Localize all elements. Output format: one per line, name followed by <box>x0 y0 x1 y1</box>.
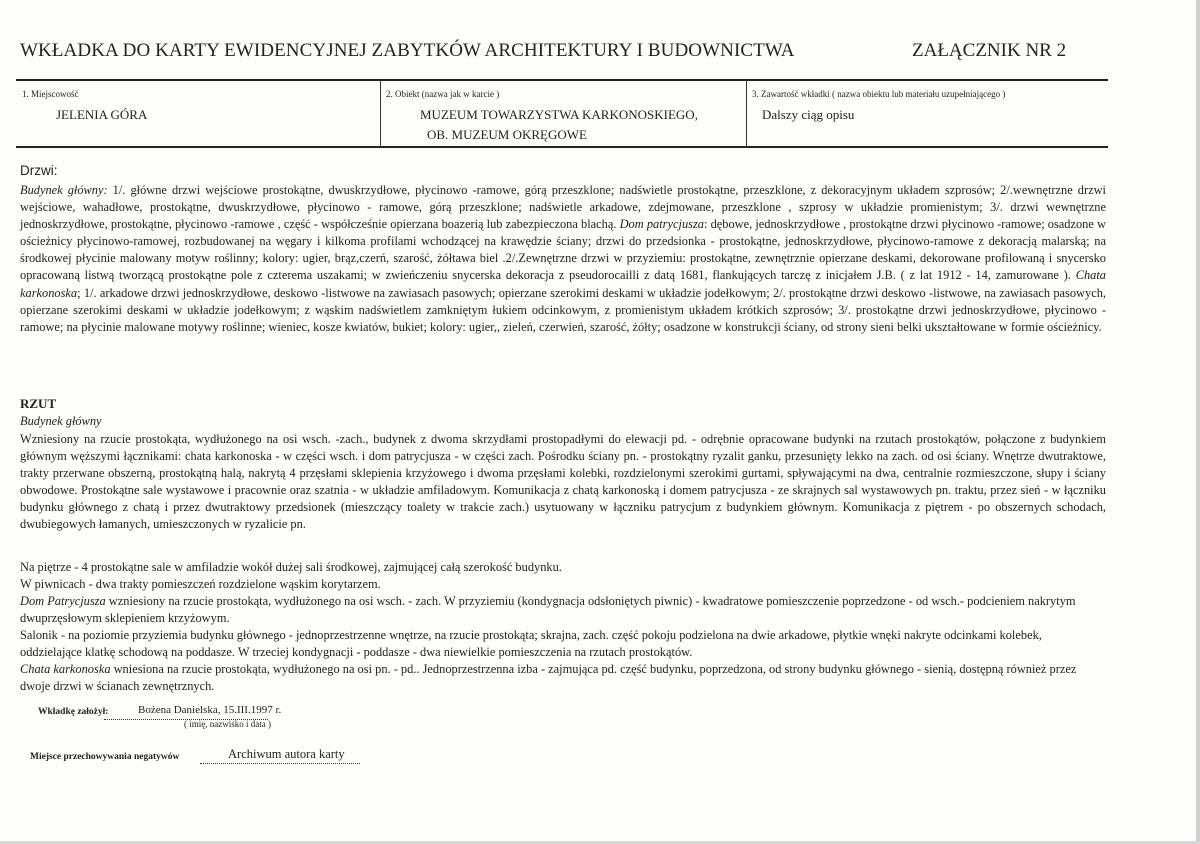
annex-number: ZAŁĄCZNIK NR 2 <box>912 40 1067 61</box>
column-divider-2 <box>746 80 747 148</box>
doors-description <box>20 182 1106 336</box>
plan-basement-text: W piwnicach - dwa trakty pomieszczeń rozdzielone wąskim korytarzem. <box>20 577 381 591</box>
main-building-label: Budynek główny: <box>20 183 108 197</box>
plan-hut-label: Chata karkonoska <box>20 662 111 676</box>
content-label: 3. Zawartość wkładki ( nazwa obiektu lub materiału uzupełniającego ) <box>752 89 1006 99</box>
storage-dotted-line <box>200 763 360 764</box>
storage-value: Archiwum autora karty <box>228 747 345 761</box>
header-bottom-rule <box>16 146 1108 148</box>
locality-label: 1. Miejscowość <box>22 89 79 99</box>
author-value: Bożena Danielska, 15.III.1997 r. <box>138 704 282 716</box>
object-value-line1: MUZEUM TOWARZYSTWA KARKONOSKIEGO, <box>420 107 698 122</box>
plan-upper-floor-text: Na piętrze - 4 prostokątne sale w amfiladzie wokół dużej sali środkowej, zajmującej całą szerokość budynku. <box>20 560 562 574</box>
plan-subheading: Budynek główny <box>20 414 102 428</box>
plan-hut-text: wniesiona na rzucie prostokąta, wydłużonego na osi pn. - pd.. Jednoprzestrzenna izba - zajmująca pd. część budynku, poprzedzona, od strony budynku głównego - sienią, dostępną również przez dwoje drzwi w ścianach zewnętrznych. <box>20 662 1077 694</box>
scan-edge-right <box>1196 0 1200 844</box>
plan-mountain-hut <box>20 661 1090 695</box>
plan-heading: RZUT <box>20 396 57 411</box>
document-title: WKŁADKA DO KARTY EWIDENCYJNEJ ZABYTKÓW ARCHITEKTURY I BUDOWNICTWA <box>20 40 795 61</box>
author-hint: ( imię, nazwisko i data ) <box>184 719 271 729</box>
plan-patrician-text: wzniesiony na rzucie prostokąta, wydłużonego na osi wsch. - zach. W przyziemiu (kondygnacja odsłoniętych piwnic) - kwadratowe pomieszczenie poprzedzone - od wsch.- podcieniem nakrytym dwuprzęsłowym sklepieniem krzyżowym. <box>20 594 1076 626</box>
plan-salon-text: Salonik - na poziomie przyziemia budynku głównego - jednoprzestrzenne wnętrze, na rzucie prostokąta; skrajna, zach. część pokoju podzielona na dwie arkadowe, płytkie wnęki nakryte odcinkami kolebek, oddzielające klatkę schodową na poddasze. W trzeciej kondygnacji - poddasze - dwa niewielkie pomieszczenia na rzutach prostokątów. <box>20 628 1042 660</box>
patrician-house-label: Dom patrycjusza <box>619 217 704 232</box>
object-value-line2: OB. MUZEUM OKRĘGOWE <box>427 127 587 142</box>
content-value: Dalszy ciąg opisu <box>762 107 855 122</box>
mountain-hut-label: Chata karkonoska <box>20 268 1106 300</box>
plan-patrician-house <box>20 593 1090 627</box>
doors-heading: Drzwi: <box>20 163 58 178</box>
storage-label: Miejsce przechowywania negatywów <box>30 752 180 762</box>
main-building-doors-text: 1/. główne drzwi wejściowe prostokątne, dwuskrzydłowe, płycinowo -ramowe, górą przeszklone; nadświetle prostokątne, przeszklone, z dekoracyjnym układem szprosów; 2/.wewnętrzne drzwi wejściowe, wahadłowe, prostokątne, dwuskrzydłowe, płycinowo - ramowe, górą przeszklone; nadświetle arkadowe, zdejmowane, przeszklone , szprosy w układzie promienistym; 3/. drzwi wewnętrzne jednoskrzydłowe, prostokątne, płycinowo -ramowe , część - współcześnie opierzana boazerią lub zabezpieczona blachą. <box>20 183 1107 232</box>
plan-main-building-text: Wzniesiony na rzucie prostokąta, wydłużonego na osi wsch. -zach., budynek z dwoma skrzydłami prostopadłymi do elewacji pd. - odrębnie opracowane budynki na rzutach prostokątów, połączone z budynkiem głównym węższymi łącznikami: chata karkonoska - w części wsch. i dom patrycjusza - w części zach. Pośrodku ściany pn. - prostokątny ryzalit ganku, przesunięty lekko na zach. od osi ściany. Wnętrze dwutraktowe, trakty przerwane obszerną, prostokątną halą, nakrytą 4 przęsłami sklepienia krzyżowego i dwoma przęsłami kolebki, rozdzielonymi szerokimi gurtami, spływającymi na dwa, centralnie rozmieszczone, słupy i ściany obwodowe. Prostokątne sale wystawowe i pracownie oraz szatnia - w układzie amfiladowym. Komunikacja z chatą karkonoską i domem patrycjusza - ze skrajnych sal wystawowych pn. traktu, przez sień - w łączniku budynku głównego z chatą i przez dwutraktowy przedsionek (mieszczący toalety w trakcie zach.) usytuowany w łączniku patrycjum z budynkiem głównym. Komunikacja z piętrem - po obszernych schodach, dwubiegowych łamanych, umieszczonych w ryzalicie pn. <box>20 432 1106 532</box>
author-label: Wkładkę założył: <box>38 707 109 717</box>
mountain-hut-doors-text: ; 1/. arkadowe drzwi jednoskrzydłowe, deskowo -listwowe na zawiasach pasowych; opierzane szerokimi deskami w układzie jodełkowym; 2/. prostokątne drzwi deskowo -listwowe, na zawiasach pasowych, opierzane szerokimi deskami w układzie jodełkowym; z wąskim nadświetlem zamkniętym łukiem odcinkowym, z promienistym układem krótkich szprosów; 3/. prostokątne drzwi jednoskrzydłowe, płycinowo -ramowe; na płycinie malowane motywy roślinne; wieniec, kosze kwiatów, bukiet; kolory: ugier,, zieleń, czerwień, szarość, żółty; osadzone w konstrukcji ściany, od strony sieni belki ukształtowane w formie ościeżnicy. <box>20 285 1106 334</box>
object-label: 2. Obiekt (nazwa jak w karcie ) <box>386 89 500 99</box>
patrician-house-doors-text: : dębowe, jednoskrzydłowe , prostokątne drzwi płycinowo -ramowe; osadzone w ościeżnicy płycinowo-ramowej, rozbudowanej na węgary i kilkoma profilami wchodzącej na krawędzie ściany; drzwi do przedsionka - prostokątne, jednoskrzydłowe, płycinowo-ramowe z dekoracją malarską; na środkowej płycinie malowany motyw roślinny; kolory: ugier, brąz,czerń, szarość, żółtawa biel .2/.Zewnętrzne drzwi w przyziemiu: prostokątne, zewnętrznie opierzane deskami, dekorowane profilowaną i snycersko opracowaną listwą tworzącą prostokątne pole z czterema uszakami; w zwieńczeniu snycerska dekoracja z pseudorocailli z datą 1681, flankujących tarczę z inicjałem J.B. ( z lat 1912 - 14, zamurowane ). <box>20 217 1106 283</box>
column-divider-1 <box>380 80 381 148</box>
locality-value: JELENIA GÓRA <box>56 107 148 122</box>
plan-patrician-label: Dom Patrycjusza <box>20 594 106 608</box>
header-top-rule <box>16 79 1108 81</box>
